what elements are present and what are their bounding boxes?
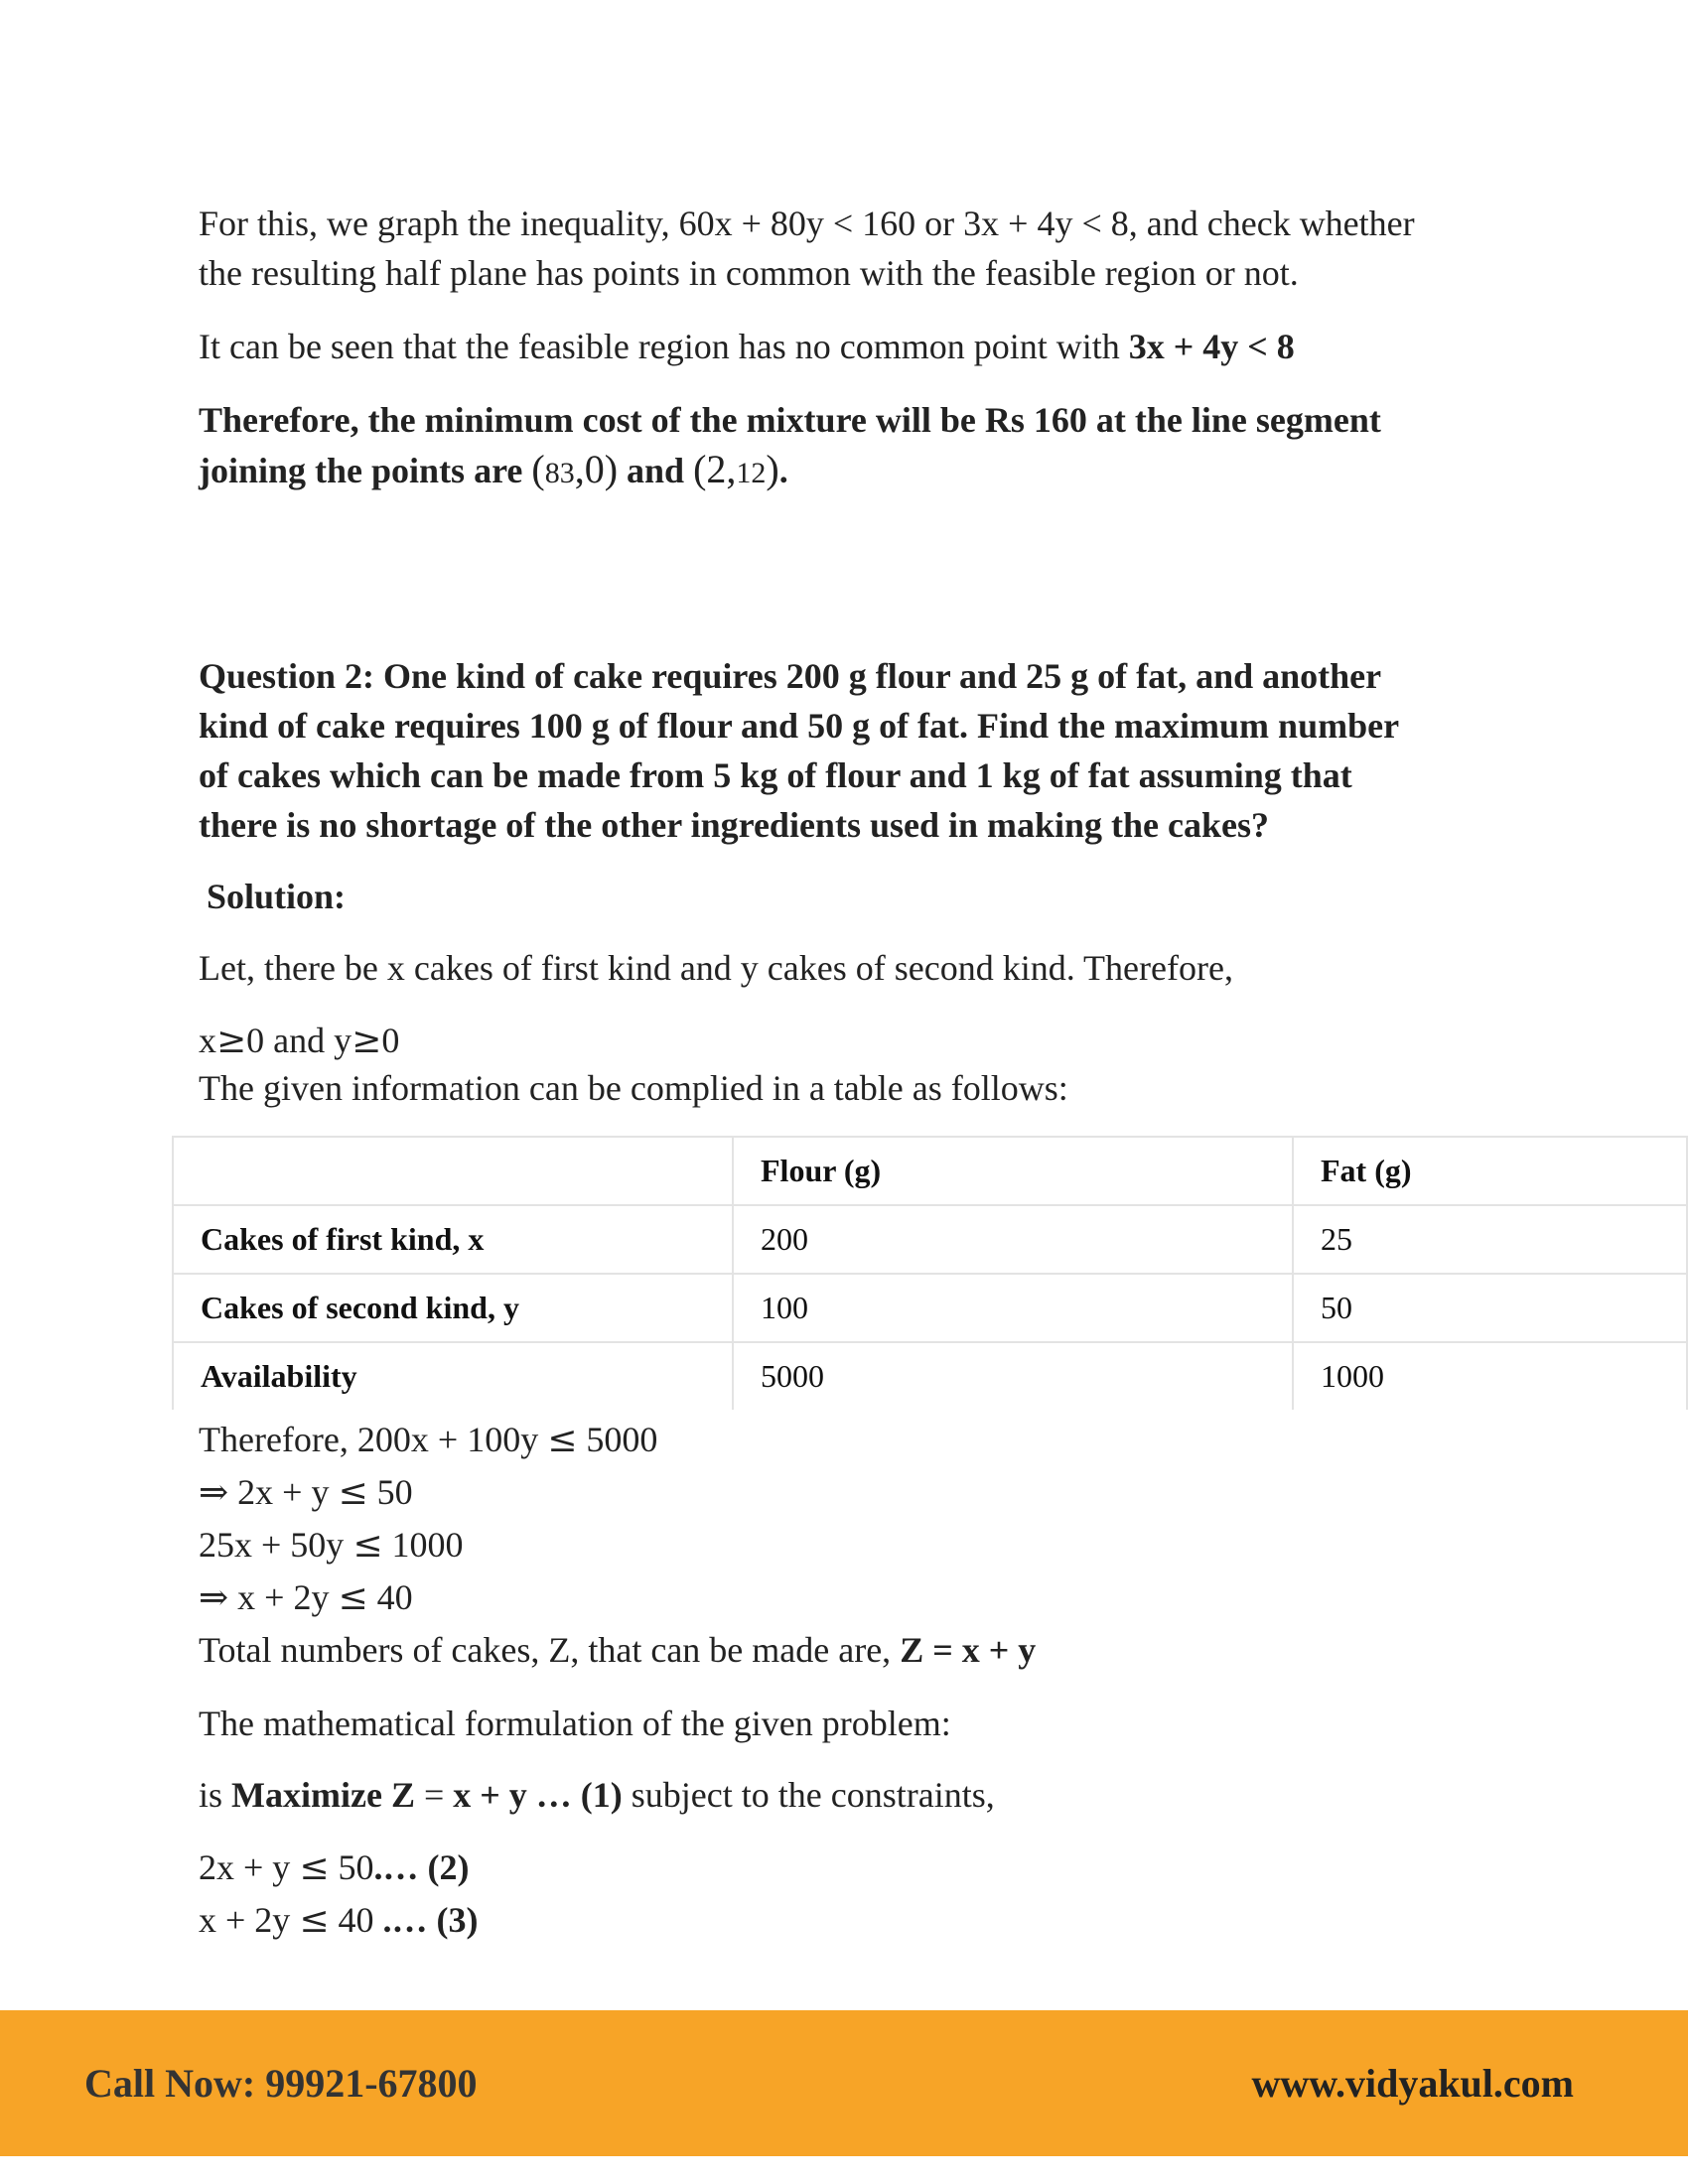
page-content xyxy=(199,199,1509,1113)
formulation-text: The mathematical formulation of the given problem: xyxy=(199,1704,951,1743)
let-statement: Let, there be x cakes of first kind and y cakes of second kind. Therefore, xyxy=(199,948,1233,988)
table-row xyxy=(173,1205,1687,1274)
call-now-phone[interactable]: Call Now: 99921-67800 xyxy=(84,2061,478,2106)
non-negativity: x≥0 and y≥0 xyxy=(199,1021,400,1061)
table-cell-fat: 50 xyxy=(1293,1274,1687,1342)
website-link[interactable]: www.vidyakul.com xyxy=(1251,2061,1574,2106)
table-cell-flour: 5000 xyxy=(733,1342,1293,1410)
derivation-block xyxy=(199,1414,1509,1947)
table-header-cell: Fat (g) xyxy=(1293,1137,1687,1205)
table-row xyxy=(173,1274,1687,1342)
paragraph-minimum-cost: Therefore, the minimum cost of the mixture will be Rs 160 at the line segment joining the points are (83,0) and (2,12). xyxy=(199,400,1381,491)
derivation-lines: Therefore, 200x + 100y ≤ 5000 ⇒ 2x + y ≤ 50 25x + 50y ≤ 1000 ⇒ x + 2y ≤ 40 Total numbers of cakes, Z, that can be made are, Z = x + y xyxy=(199,1420,1037,1670)
footer-banner xyxy=(0,2010,1688,2156)
question-2: Question 2: One kind of cake requires 200 g flour and 25 g of fat, and another kind of cake requires 100 g of flour and 50 g of fat. Find the maximum number of cakes which can be made from 5 kg of flour and 1 kg of fat assuming that there is no shortage of the other ingredients used in making the cakes? xyxy=(199,656,1400,845)
table-cell-flour: 200 xyxy=(733,1205,1293,1274)
table-header-cell xyxy=(173,1137,733,1205)
table-row-label: Cakes of second kind, y xyxy=(173,1274,733,1342)
table-intro: The given information can be complied in a table as follows: xyxy=(199,1068,1068,1108)
solution-label: Solution: xyxy=(207,877,347,916)
paragraph-no-common-point: It can be seen that the feasible region has no common point with 3x + 4y < 8 xyxy=(199,327,1295,366)
table-cell-flour: 100 xyxy=(733,1274,1293,1342)
table-row-label: Cakes of first kind, x xyxy=(173,1205,733,1274)
constraints: 2x + y ≤ 50.… (2) x + 2y ≤ 40 .… (3) xyxy=(199,1847,479,1941)
paragraph-graph-inequality: For this, we graph the inequality, 60x + 80y < 160 or 3x + 4y < 8, and check whether the resulting half plane has points in common with the feasible region or not. xyxy=(199,204,1415,293)
ingredients-table xyxy=(172,1136,1688,1410)
table-header-cell: Flour (g) xyxy=(733,1137,1293,1205)
table-row-label: Availability xyxy=(173,1342,733,1410)
maximize-objective: is Maximize Z = x + y … (1) subject to the constraints, xyxy=(199,1775,995,1815)
table-cell-fat: 25 xyxy=(1293,1205,1687,1274)
table-header-row xyxy=(173,1137,1687,1205)
table-cell-fat: 1000 xyxy=(1293,1342,1687,1410)
table-row xyxy=(173,1342,1687,1410)
